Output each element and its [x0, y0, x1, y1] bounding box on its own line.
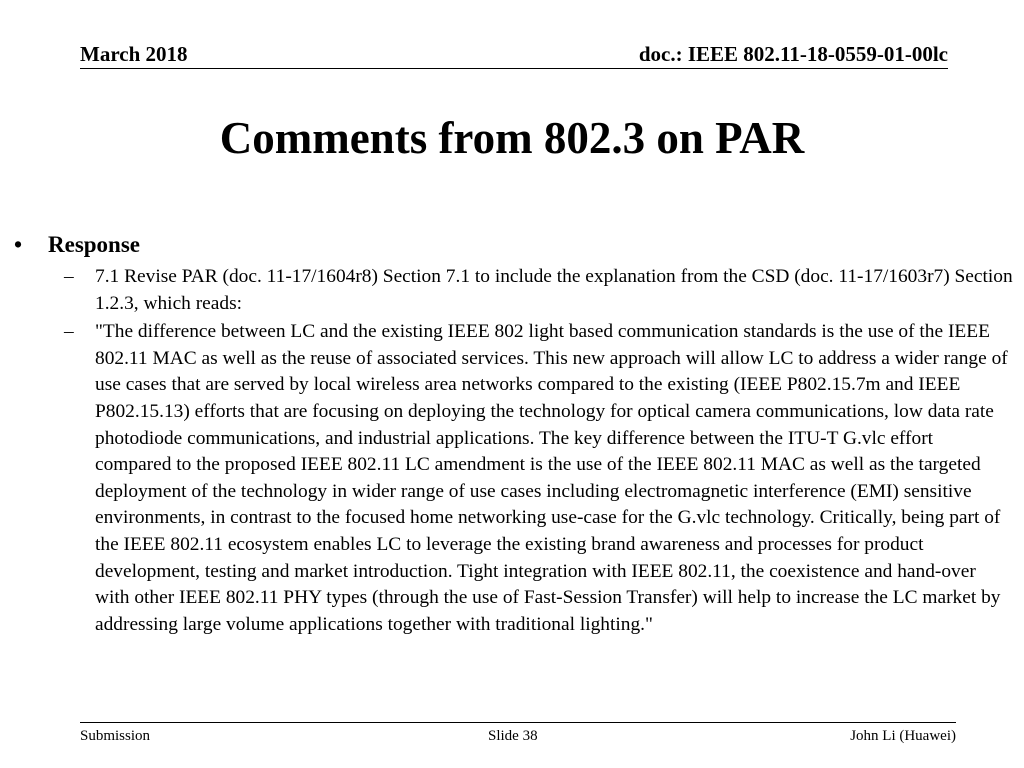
bullet-response [0, 228, 1024, 262]
slide-title: Comments from 802.3 on PAR [219, 113, 805, 163]
footer-slide-number: Slide 38 [488, 728, 538, 744]
dash-marker: – [64, 266, 74, 287]
header-doc-id: doc.: IEEE 802.11-18-0559-01-00lc [638, 42, 948, 66]
header-date: March 2018 [80, 42, 188, 66]
footer-author: John Li (Huawei) [850, 728, 956, 744]
bullet-marker: • [14, 232, 23, 257]
footer-submission: Submission [80, 728, 151, 744]
slide-footer [80, 722, 956, 744]
slide-body [0, 228, 1024, 638]
sub-bullet-text: 7.1 Revise PAR (doc. 11-17/1604r8) Section 7.1 to include the explanation from the CSD (doc. 11-17/1603r7) Section 1.2.3, which reads: [95, 266, 1013, 314]
bullet-heading: Response [48, 232, 141, 257]
dash-marker: – [64, 321, 74, 343]
sub-bullet-text: "The difference between LC and the existing IEEE 802 light based communication standards is the use of the IEEE 802.11 MAC as well as the reuse of associated services. This new approach will allow LC to address a wider range of use cases that are served by local wireless area networks compared to the existing (IEEE P802.15.7m and IEEE P802.15.13) efforts that are focusing on deploying the technology for optical camera communications, low data rate photodiode communications, and industrial applications. The key difference between the ITU-T G.vlc effort compared to the proposed IEEE 802.11 LC amendment is the use of the IEEE 802.11 MAC as well as the targeted deployment of the technology in wider range of use cases including electromagnetic interference (EMI) sensitive environments, in contrast to the focused home networking use-case for the G.vlc technology. Critically, being part of the IEEE 802.11 ecosystem enables LC to leverage the existing brand awareness and processes for product development, testing and market introduction. Tight integration with IEEE 802.11, the coexistence and hand-over with other IEEE 802.11 PHY types (through the use of Fast-Session Transfer) will help to increase the LC market by addressing large volume applications together with traditional lighting." [95, 321, 1008, 635]
sub-bullet-revise-par [0, 264, 1014, 317]
sub-bullet-quote [0, 319, 1014, 638]
slide-header [80, 40, 948, 69]
